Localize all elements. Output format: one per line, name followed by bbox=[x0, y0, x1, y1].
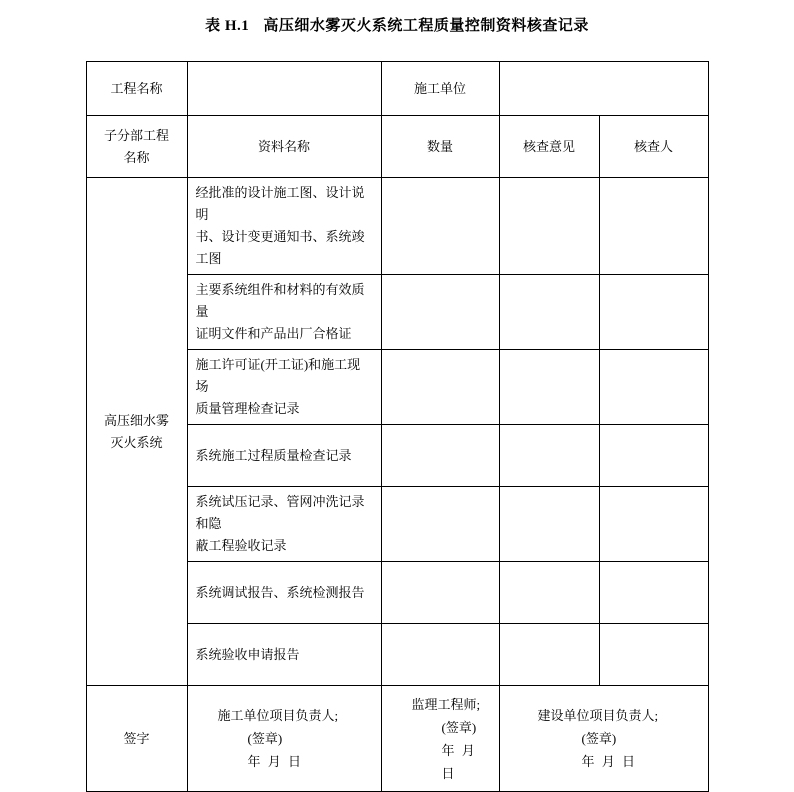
header-sub-project-name bbox=[86, 116, 187, 178]
system-category-label bbox=[86, 178, 187, 686]
quality-control-check-table bbox=[86, 61, 709, 792]
signature-line: 年 月 日 bbox=[441, 742, 477, 781]
item-check-opinion[interactable] bbox=[499, 178, 599, 275]
table-row bbox=[86, 178, 708, 275]
item-checker[interactable] bbox=[599, 178, 708, 275]
item-name bbox=[187, 350, 381, 425]
item-checker[interactable] bbox=[599, 562, 708, 624]
header-sub-project-name-line2: 名称 bbox=[123, 149, 150, 165]
item-name-line: 书、设计变更通知书、系统竣工图 bbox=[195, 229, 365, 266]
item-name-line: 系统调试报告、系统检测报告 bbox=[195, 584, 365, 600]
signature-line: 施工单位项目负责人; bbox=[217, 708, 339, 723]
signature-construction-unit[interactable] bbox=[187, 686, 381, 792]
item-checker[interactable] bbox=[599, 350, 708, 425]
signature-construction-owner[interactable] bbox=[499, 686, 708, 792]
signature-line: (签章) bbox=[581, 731, 617, 746]
item-name-line: 系统施工过程质量检查记录 bbox=[195, 447, 352, 463]
item-checker[interactable] bbox=[599, 487, 708, 562]
item-name-line: 系统验收申请报告 bbox=[195, 646, 300, 662]
table-header-row bbox=[86, 116, 708, 178]
signature-line: 年 月 日 bbox=[247, 754, 304, 769]
signature-label: 签字 bbox=[86, 686, 187, 792]
item-name bbox=[187, 425, 381, 487]
label-project-name: 工程名称 bbox=[86, 62, 187, 116]
signature-line: 年 月 日 bbox=[581, 754, 638, 769]
header-checker: 核查人 bbox=[599, 116, 708, 178]
item-name-line: 主要系统组件和材料的有效质量 bbox=[195, 282, 365, 319]
item-quantity[interactable] bbox=[381, 562, 499, 624]
item-name-line: 蔽工程验收记录 bbox=[195, 538, 287, 553]
item-name-line: 证明文件和产品出厂合格证 bbox=[195, 326, 352, 341]
item-name bbox=[187, 275, 381, 350]
item-check-opinion[interactable] bbox=[499, 275, 599, 350]
item-name bbox=[187, 178, 381, 275]
item-checker[interactable] bbox=[599, 624, 708, 686]
item-name-line: 经批准的设计施工图、设计说明 bbox=[195, 185, 365, 222]
item-check-opinion[interactable] bbox=[499, 487, 599, 562]
system-category-label-line2: 灭火系统 bbox=[110, 434, 163, 450]
item-name bbox=[187, 562, 381, 624]
item-name bbox=[187, 487, 381, 562]
item-check-opinion[interactable] bbox=[499, 350, 599, 425]
item-name-line: 质量管理检查记录 bbox=[195, 401, 300, 416]
label-construction-unit: 施工单位 bbox=[381, 62, 499, 116]
value-project-name[interactable] bbox=[187, 62, 381, 116]
item-quantity[interactable] bbox=[381, 275, 499, 350]
signature-line: (签章) bbox=[247, 731, 283, 746]
signature-supervising-engineer[interactable] bbox=[381, 686, 499, 792]
item-checker[interactable] bbox=[599, 275, 708, 350]
item-name-line: 施工许可证(开工证)和施工现场 bbox=[195, 357, 361, 394]
item-quantity[interactable] bbox=[381, 624, 499, 686]
signature-line: 建设单位项目负责人; bbox=[537, 708, 659, 723]
item-checker[interactable] bbox=[599, 425, 708, 487]
page-title bbox=[0, 0, 794, 35]
item-quantity[interactable] bbox=[381, 425, 499, 487]
item-check-opinion[interactable] bbox=[499, 562, 599, 624]
header-sub-project-name-line1: 子分部工程 bbox=[103, 127, 169, 143]
table-title-text: 高压细水雾灭火系统工程质量控制资料核查记录 bbox=[263, 17, 589, 34]
item-quantity[interactable] bbox=[381, 487, 499, 562]
value-construction-unit[interactable] bbox=[499, 62, 708, 116]
header-material-name: 资料名称 bbox=[187, 116, 381, 178]
signature-line: (签章) bbox=[441, 719, 477, 735]
item-quantity[interactable] bbox=[381, 178, 499, 275]
item-check-opinion[interactable] bbox=[499, 624, 599, 686]
header-check-opinion: 核查意见 bbox=[499, 116, 599, 178]
header-quantity: 数量 bbox=[381, 116, 499, 178]
item-name-line: 系统试压记录、管网冲洗记录和隐 bbox=[195, 494, 365, 531]
signature-line: 监理工程师; bbox=[411, 696, 481, 712]
item-check-opinion[interactable] bbox=[499, 425, 599, 487]
signature-row bbox=[86, 686, 708, 792]
table-row bbox=[86, 62, 708, 116]
system-category-label-line1: 高压细水雾 bbox=[103, 412, 169, 428]
item-quantity[interactable] bbox=[381, 350, 499, 425]
item-name bbox=[187, 624, 381, 686]
table-number: 表 H.1 bbox=[205, 18, 250, 34]
